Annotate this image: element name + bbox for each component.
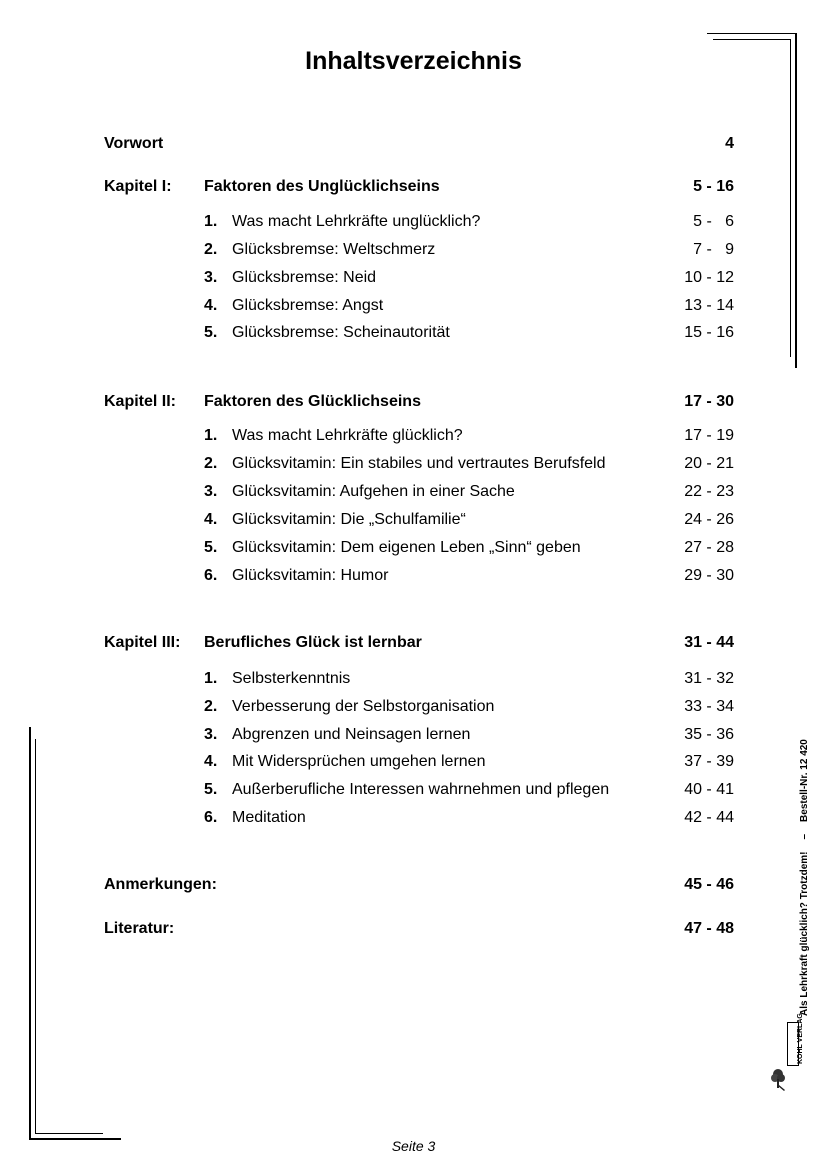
toc-chapter-3 bbox=[104, 632, 734, 654]
toc-item bbox=[104, 724, 734, 746]
chapter-title: Faktoren des Glücklichseins bbox=[204, 393, 421, 410]
chapter-title: Berufliches Glück ist lernbar bbox=[204, 634, 422, 651]
toc-item bbox=[104, 481, 734, 503]
item-pages: 33 - 34 bbox=[684, 698, 734, 715]
toc-item bbox=[104, 668, 734, 690]
item-number: 5. bbox=[204, 781, 218, 798]
toc-pages: 47 - 48 bbox=[684, 920, 734, 937]
item-title: Glücksbremse: Scheinautorität bbox=[232, 324, 450, 341]
item-pages: 35 - 36 bbox=[684, 726, 734, 743]
toc-pages: 45 - 46 bbox=[684, 876, 734, 893]
item-pages: 29 - 30 bbox=[684, 567, 734, 584]
item-pages: 10 - 12 bbox=[684, 269, 734, 286]
item-pages: 40 - 41 bbox=[684, 781, 734, 798]
toc-item bbox=[104, 751, 734, 773]
item-number: 6. bbox=[204, 809, 218, 826]
toc-item bbox=[104, 779, 734, 801]
tree-logo-icon bbox=[770, 1066, 790, 1092]
toc-label: Vorwort bbox=[104, 135, 164, 152]
chapter-label: Kapitel II: bbox=[104, 393, 177, 410]
item-title: Glücksvitamin: Humor bbox=[232, 567, 389, 584]
toc-item bbox=[104, 295, 734, 317]
chapter-pages: 17 - 30 bbox=[684, 393, 734, 410]
toc-item bbox=[104, 453, 734, 475]
book-title: Als Lehrkraft glücklich? Trotzdem! bbox=[799, 851, 810, 1016]
item-title: Selbsterkenntnis bbox=[232, 670, 351, 687]
item-pages: 7 - 9 bbox=[693, 241, 734, 258]
toc-entry-literatur bbox=[104, 918, 734, 940]
item-pages: 24 - 26 bbox=[684, 511, 734, 528]
item-pages: 37 - 39 bbox=[684, 753, 734, 770]
item-number: 5. bbox=[204, 324, 218, 341]
item-pages: 22 - 23 bbox=[684, 483, 734, 500]
item-pages: 17 - 19 bbox=[684, 427, 734, 444]
frame-top-right-line-4 bbox=[790, 39, 791, 357]
item-number: 1. bbox=[204, 213, 218, 230]
item-title: Was macht Lehrkräfte glücklich? bbox=[232, 427, 463, 444]
item-title: Was macht Lehrkräfte unglücklich? bbox=[232, 213, 481, 230]
toc-item bbox=[104, 807, 734, 829]
item-pages: 20 - 21 bbox=[684, 455, 734, 472]
toc-item bbox=[104, 267, 734, 289]
item-title: Glücksvitamin: Die „Schulfamilie“ bbox=[232, 511, 466, 528]
item-title: Außerberufliche Interessen wahrnehmen und pflegen bbox=[232, 781, 610, 798]
frame-bottom-left-line-1 bbox=[29, 727, 31, 1139]
item-title: Abgrenzen und Neinsagen lernen bbox=[232, 726, 471, 743]
item-title: Mit Widersprüchen umgehen lernen bbox=[232, 753, 486, 770]
item-number: 6. bbox=[204, 567, 218, 584]
toc-chapter-2 bbox=[104, 391, 734, 413]
item-title: Glücksvitamin: Dem eigenen Leben „Sinn“ geben bbox=[232, 539, 581, 556]
toc-label: Literatur: bbox=[104, 920, 175, 937]
frame-top-right-line-3 bbox=[795, 33, 797, 368]
frame-bottom-left-line-4 bbox=[35, 1133, 103, 1134]
item-number: 4. bbox=[204, 753, 218, 770]
item-pages: 42 - 44 bbox=[684, 809, 734, 826]
frame-top-right-line-2 bbox=[713, 39, 791, 40]
side-imprint bbox=[799, 739, 810, 1016]
item-number: 3. bbox=[204, 269, 218, 286]
item-number: 2. bbox=[204, 698, 218, 715]
page-number: Seite 3 bbox=[391, 1138, 436, 1154]
item-title: Glücksbremse: Angst bbox=[232, 297, 384, 314]
toc-chapter-1 bbox=[104, 176, 734, 198]
chapter-label: Kapitel III: bbox=[104, 634, 181, 651]
toc-label: Anmerkungen: bbox=[104, 876, 217, 893]
chapter-pages: 5 - 16 bbox=[693, 178, 734, 195]
item-number: 1. bbox=[204, 427, 218, 444]
item-number: 5. bbox=[204, 539, 218, 556]
item-title: Glücksvitamin: Ein stabiles und vertrautes Berufsfeld bbox=[232, 455, 606, 472]
toc-entry-anmerkungen bbox=[104, 874, 734, 896]
toc-item bbox=[104, 239, 734, 261]
toc-entry-vorwort bbox=[104, 133, 734, 155]
frame-top-right-line-1 bbox=[707, 33, 796, 34]
item-pages: 15 - 16 bbox=[684, 324, 734, 341]
item-pages: 31 - 32 bbox=[684, 670, 734, 687]
chapter-label: Kapitel I: bbox=[104, 178, 172, 195]
item-title: Meditation bbox=[232, 809, 306, 826]
chapter-title: Faktoren des Unglücklichseins bbox=[204, 178, 440, 195]
item-number: 4. bbox=[204, 297, 218, 314]
item-pages: 5 - 6 bbox=[693, 213, 734, 230]
item-title: Glücksbremse: Neid bbox=[232, 269, 377, 286]
order-number: Bestell-Nr. 12 420 bbox=[799, 739, 810, 822]
item-title: Glücksbremse: Weltschmerz bbox=[232, 241, 436, 258]
separator-dash: – bbox=[799, 833, 810, 840]
toc-pages: 4 bbox=[725, 135, 734, 152]
item-number: 2. bbox=[204, 455, 218, 472]
item-number: 3. bbox=[204, 726, 218, 743]
toc-item bbox=[104, 565, 734, 587]
chapter-pages: 31 - 44 bbox=[684, 634, 734, 651]
toc-item bbox=[104, 322, 734, 344]
frame-bottom-left-line-2 bbox=[35, 739, 36, 1134]
item-pages: 27 - 28 bbox=[684, 539, 734, 556]
item-number: 3. bbox=[204, 483, 218, 500]
item-number: 2. bbox=[204, 241, 218, 258]
item-number: 1. bbox=[204, 670, 218, 687]
item-title: Glücksvitamin: Aufgehen in einer Sache bbox=[232, 483, 515, 500]
item-title: Verbesserung der Selbstorganisation bbox=[232, 698, 495, 715]
publisher-logo-text: KOHL VERLAG bbox=[797, 1013, 804, 1064]
toc-item bbox=[104, 509, 734, 531]
toc-item bbox=[104, 211, 734, 233]
page-title: Inhaltsverzeichnis bbox=[305, 47, 522, 75]
item-pages: 13 - 14 bbox=[684, 297, 734, 314]
toc-item bbox=[104, 537, 734, 559]
item-number: 4. bbox=[204, 511, 218, 528]
toc-item bbox=[104, 696, 734, 718]
toc-item bbox=[104, 425, 734, 447]
